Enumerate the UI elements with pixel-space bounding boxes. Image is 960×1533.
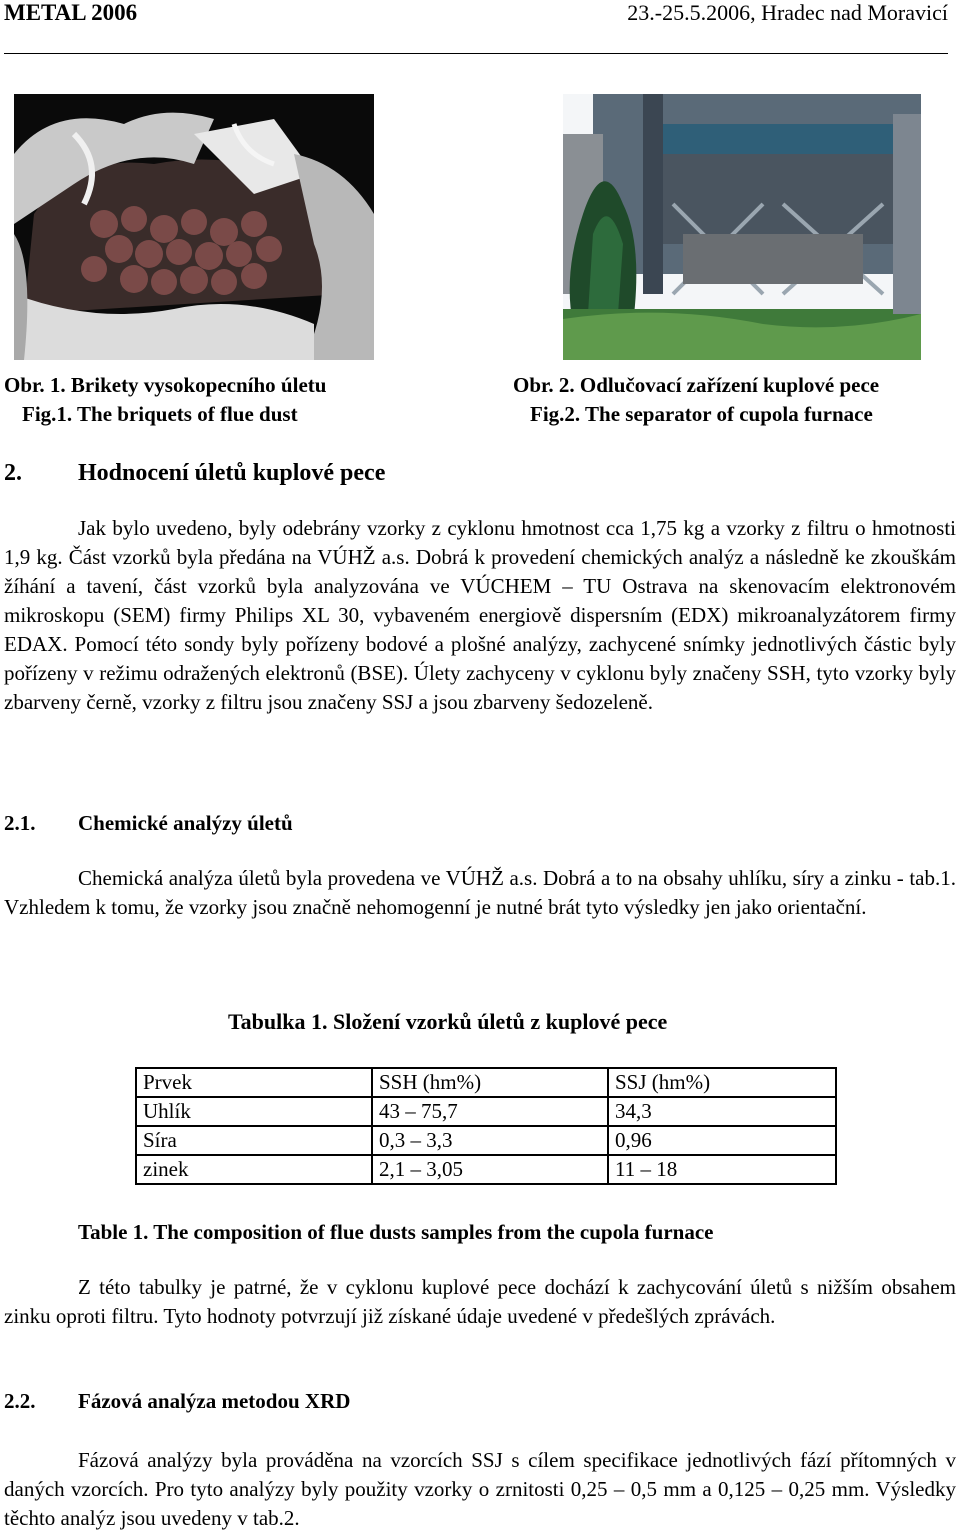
section-title: Fázová analýza metodou XRD xyxy=(78,1389,351,1413)
figure-1-image xyxy=(14,94,374,360)
composition-table xyxy=(135,1067,837,1185)
table-cell: 11 – 18 xyxy=(608,1155,836,1184)
briquettes-photo xyxy=(14,94,374,360)
header-date-place: 23.-25.5.2006, Hradec nad Moravicí xyxy=(627,0,948,25)
table-header-cell: SSH (hm%) xyxy=(372,1068,608,1097)
section-2-2-paragraph: Fázová analýzy byla prováděna na vzorcích SSJ s cílem specifikace jednotlivých fází přítomných v daných vzorcích. Pro tyto analýzy byly použity vzorky o zrnitosti 0,25 – 0,5 mm a 0,125 – 0,25 mm. Výsledky těchto analýz jsou uvedeny v tab.2. xyxy=(4,1448,956,1530)
table-row xyxy=(136,1155,836,1184)
table-row xyxy=(136,1126,836,1155)
table-cell: 43 – 75,7 xyxy=(372,1097,608,1126)
table-header-cell: SSJ (hm%) xyxy=(608,1068,836,1097)
table-header-row xyxy=(136,1068,836,1097)
table-header-cell: Prvek xyxy=(136,1068,372,1097)
section-number: 2.1. xyxy=(4,811,36,835)
table-cell: 2,1 – 3,05 xyxy=(372,1155,608,1184)
figure-2-caption-cz: Obr. 2. Odlučovací zařízení kuplové pece xyxy=(513,373,880,397)
header-divider xyxy=(4,53,948,54)
table-cell: 34,3 xyxy=(608,1097,836,1126)
section-2-1-paragraph: Chemická analýza úletů byla provedena ve VÚHŽ a.s. Dobrá a to na obsahy uhlíku, síry a zinku - tab.1. Vzhledem k tomu, že vzorky jsou značně nehomogenní je nutné brát tyto výsledky jen jako orientační. xyxy=(4,866,956,919)
separator-photo xyxy=(563,94,921,360)
table-row xyxy=(136,1097,836,1126)
section-number: 2.2. xyxy=(4,1389,36,1413)
header-conference: METAL 2006 xyxy=(4,0,138,25)
figure-2-caption-en: Fig.2. The separator of cupola furnace xyxy=(530,402,873,426)
figure-2-image xyxy=(563,94,921,360)
table-cell: Síra xyxy=(136,1126,372,1155)
section-2-paragraph: Jak bylo uvedeno, byly odebrány vzorky z cyklonu hmotnost cca 1,75 kg a vzorky z filtru o hmotnosti 1,9 kg. Část vzorků byla předána na VÚHŽ a.s. Dobrá k provedení chemických analýz a následně ke zkouškám žíhání a tavení, část vzorků byla analyzována ve VÚCHEM – TU Ostrava na skenovacím elektronovém mikroskopu (SEM) firmy Philips XL 30, vybaveném energiově dispersním (EDX) mikroanalyzátorem firmy EDAX. Pomocí této sondy byly pořízeny bodové a plošné analýzy, zachycené snímky jednotlivých částic byly pořízeny v režimu odražených elektronů (BSE). Úlety zachyceny v cyklonu byly značeny SSH, tyto vzorky byly zbarveny černě, vzorky z filtru jsou značeny SSJ a jsou zbarveny šedozeleně. xyxy=(4,516,956,714)
after-table-paragraph: Z této tabulky je patrné, že v cyklonu kuplové pece dochází k zachycování úletů s nižším obsahem zinku oproti filtru. Tyto hodnoty potvrzují již získané údaje uvedené v předešlých zprávách. xyxy=(4,1275,956,1328)
section-2-2-heading xyxy=(4,1389,350,1414)
section-2-1-heading xyxy=(4,811,293,836)
section-2-heading xyxy=(4,460,385,487)
section-title: Hodnocení úletů kuplové pece xyxy=(78,460,386,486)
section-title: Chemické analýzy úletů xyxy=(78,811,293,835)
table-title: Tabulka 1. Složení vzorků úletů z kuplové pece xyxy=(228,1009,668,1034)
table-cell: 0,3 – 3,3 xyxy=(372,1126,608,1155)
section-number: 2. xyxy=(4,460,22,486)
table-caption-en: Table 1. The composition of flue dusts samples from the cupola furnace xyxy=(78,1220,714,1244)
figure-1-caption-en: Fig.1. The briquets of flue dust xyxy=(22,402,298,426)
figure-1-caption-cz: Obr. 1. Brikety vysokopecního úletu xyxy=(4,373,327,397)
table-cell: 0,96 xyxy=(608,1126,836,1155)
table-cell: Uhlík xyxy=(136,1097,372,1126)
table-cell: zinek xyxy=(136,1155,372,1184)
